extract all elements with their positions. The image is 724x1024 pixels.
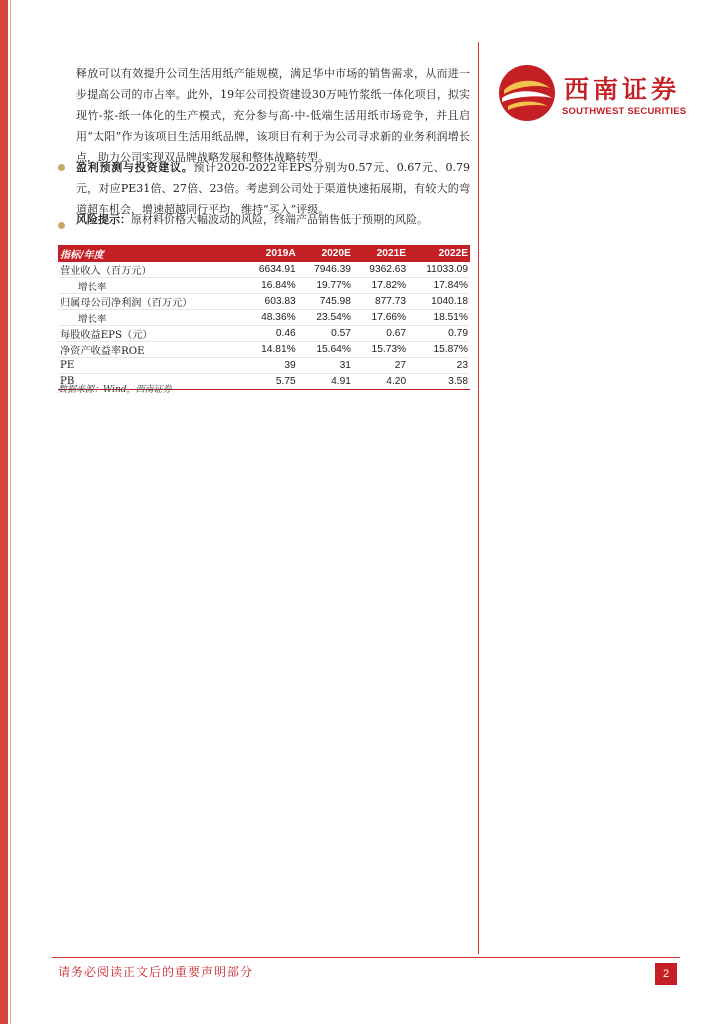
cell-value: 0.46 bbox=[243, 326, 298, 342]
cell-value: 15.87% bbox=[408, 342, 470, 358]
table-row bbox=[58, 278, 470, 294]
row-label: 净资产收益率ROE bbox=[58, 342, 243, 358]
cell-value: 603.83 bbox=[243, 294, 298, 310]
table-row bbox=[58, 326, 470, 342]
cell-value: 3.58 bbox=[408, 374, 470, 390]
table-header-year: 2021E bbox=[353, 245, 408, 262]
cell-value: 17.66% bbox=[353, 310, 408, 326]
risk-paragraph bbox=[76, 209, 470, 230]
cell-value: 15.73% bbox=[353, 342, 408, 358]
table-row bbox=[58, 294, 470, 310]
left-margin-line bbox=[10, 0, 11, 1024]
footer-divider bbox=[52, 957, 680, 958]
left-margin-stripe bbox=[0, 0, 8, 1024]
page-number: 2 bbox=[655, 963, 677, 985]
cell-value: 18.51% bbox=[408, 310, 470, 326]
cell-value: 15.64% bbox=[298, 342, 353, 358]
cell-value: 5.75 bbox=[243, 374, 298, 390]
row-label: 营业收入（百万元） bbox=[58, 262, 243, 278]
table-row bbox=[58, 358, 470, 374]
cell-value: 17.82% bbox=[353, 278, 408, 294]
cell-value: 7946.39 bbox=[298, 262, 353, 278]
footer-disclaimer: 请务必阅读正文后的重要声明部分 bbox=[58, 965, 254, 979]
cell-value: 4.91 bbox=[298, 374, 353, 390]
cell-value: 11033.09 bbox=[408, 262, 470, 278]
table-row bbox=[58, 262, 470, 278]
cell-value: 23 bbox=[408, 358, 470, 374]
cell-value: 877.73 bbox=[353, 294, 408, 310]
cell-value: 14.81% bbox=[243, 342, 298, 358]
table-header-row bbox=[58, 245, 470, 262]
cell-value: 17.84% bbox=[408, 278, 470, 294]
cell-value: 1040.18 bbox=[408, 294, 470, 310]
row-label: 增长率 bbox=[58, 310, 243, 326]
risk-heading: 风险提示： bbox=[76, 213, 131, 226]
row-label: 增长率 bbox=[58, 278, 243, 294]
row-label: 归属母公司净利润（百万元） bbox=[58, 294, 243, 310]
cell-value: 4.20 bbox=[353, 374, 408, 390]
cell-value: 745.98 bbox=[298, 294, 353, 310]
row-label: 每股收益EPS（元） bbox=[58, 326, 243, 342]
cell-value: 31 bbox=[298, 358, 353, 374]
cell-value: 0.67 bbox=[353, 326, 408, 342]
risk-text: 原材料价格大幅波动的风险，终端产品销售低于预期的风险。 bbox=[131, 213, 428, 226]
cell-value: 0.57 bbox=[298, 326, 353, 342]
forecast-text: 预计2020-2022年EPS分别为0.57元、0.67元、0.79元，对应PE31倍、27倍、23倍。考虑到公司处于渠道快速拓展期，有较大的弯道超车机会，增速超越同行平均，维持“买入”评级。 bbox=[76, 161, 470, 216]
cell-value: 0.79 bbox=[408, 326, 470, 342]
table-header-year: 2022E bbox=[408, 245, 470, 262]
brand-name-cn: 西南证券 bbox=[564, 75, 681, 104]
cell-value: 6634.91 bbox=[243, 262, 298, 278]
table-row bbox=[58, 310, 470, 326]
bullet-icon bbox=[58, 164, 65, 171]
table-row bbox=[58, 342, 470, 358]
body-paragraph: 释放可以有效提升公司生活用纸产能规模，满足华中市场的销售需求，从而进一步提高公司的市占率。此外，19年公司投资建设30万吨竹浆纸一体化项目，拟实现竹-浆-纸一体化的生产模式，充分参与高-中-低端生活用纸市场竞争，并且启用“太阳”作为该项目生活用纸品牌，该项目有利于为公司寻求新的业务利润增长点，助力公司实现双品牌战略发展和整体战略转型。 bbox=[76, 67, 470, 164]
brand-logo bbox=[498, 64, 688, 124]
financial-forecast-table bbox=[58, 245, 470, 390]
table-header-year: 2019A bbox=[243, 245, 298, 262]
table-header-label: 指标/年度 bbox=[58, 245, 243, 262]
cell-value: 19.77% bbox=[298, 278, 353, 294]
row-label: PE bbox=[58, 358, 243, 374]
cell-value: 27 bbox=[353, 358, 408, 374]
bullet-icon bbox=[58, 222, 65, 229]
cell-value: 16.84% bbox=[243, 278, 298, 294]
brand-name-en: SOUTHWEST SECURITIES bbox=[562, 106, 687, 117]
table-header-year: 2020E bbox=[298, 245, 353, 262]
cell-value: 48.36% bbox=[243, 310, 298, 326]
data-source-note: 数据来源：Wind，西南证券 bbox=[58, 385, 172, 395]
cell-value: 9362.63 bbox=[353, 262, 408, 278]
column-divider bbox=[478, 42, 479, 954]
row-label: PB bbox=[58, 374, 243, 390]
cell-value: 39 bbox=[243, 358, 298, 374]
cell-value: 23.54% bbox=[298, 310, 353, 326]
logo-mark-icon bbox=[498, 64, 556, 122]
forecast-heading: 盈利预测与投资建议。 bbox=[76, 161, 194, 174]
